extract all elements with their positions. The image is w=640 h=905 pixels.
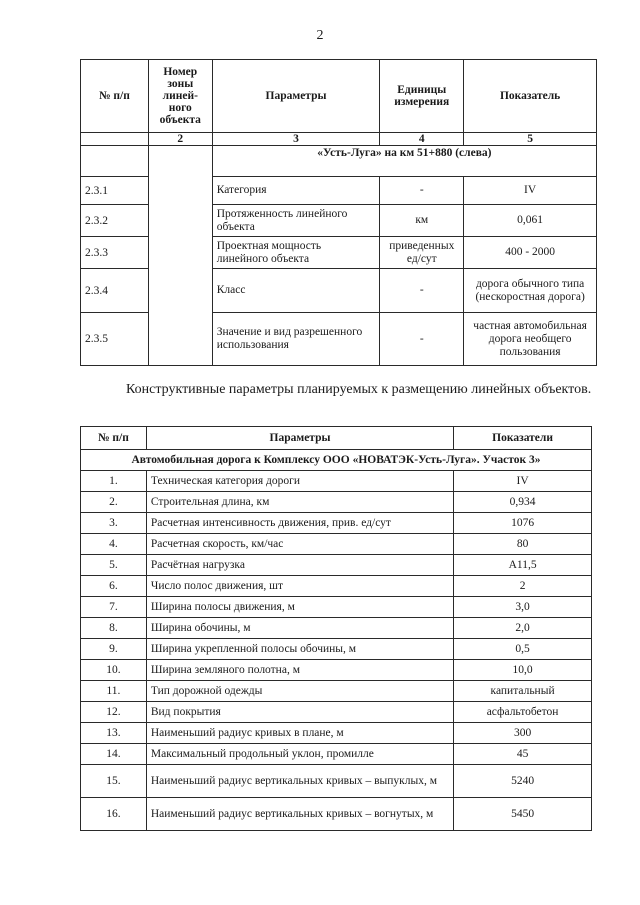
page-number: 2 <box>316 28 324 43</box>
row-number: 2. <box>81 492 147 513</box>
column-numbers-row <box>81 133 597 146</box>
row-parameter: Проектная мощность линейного объекта <box>212 237 380 269</box>
row-number: 14. <box>81 744 147 765</box>
row-parameter: Тип дорожной одежды <box>146 681 453 702</box>
section-title: «Усть-Луга» на км 51+880 (слева) <box>212 146 596 177</box>
row-unit: - <box>380 269 464 313</box>
table-row <box>81 660 592 681</box>
row-unit: приведенных ед/сут <box>380 237 464 269</box>
header-cell: Параметры <box>212 60 380 133</box>
body-paragraph <box>80 381 597 398</box>
row-value: частная автомобильная дорога необщего пользования <box>464 313 597 366</box>
row-value: асфальтобетон <box>454 702 592 723</box>
table-row <box>81 723 592 744</box>
header-cell: № п/п <box>81 427 147 450</box>
row-number: 3. <box>81 513 147 534</box>
row-value: А11,5 <box>454 555 592 576</box>
linear-object-parameters-table <box>80 59 597 366</box>
table-row <box>81 765 592 798</box>
row-value: 1076 <box>454 513 592 534</box>
row-parameter: Ширина укрепленной полосы обочины, м <box>146 639 453 660</box>
row-value: 3,0 <box>454 597 592 618</box>
row-parameter: Ширина обочины, м <box>146 618 453 639</box>
row-parameter: Ширина земляного полотна, м <box>146 660 453 681</box>
row-number: 2.3.3 <box>81 237 149 269</box>
row-value: 80 <box>454 534 592 555</box>
row-unit: - <box>380 177 464 205</box>
table-header-row <box>81 60 597 133</box>
row-number: 2.3.5 <box>81 313 149 366</box>
row-value: 2 <box>454 576 592 597</box>
row-number: 12. <box>81 702 147 723</box>
row-unit: - <box>380 313 464 366</box>
column-number: 5 <box>464 133 597 146</box>
table-row <box>81 471 592 492</box>
row-parameter: Категория <box>212 177 380 205</box>
row-value: IV <box>464 177 597 205</box>
header-cell: № п/п <box>81 60 149 133</box>
row-parameter: Значение и вид разрешенного использования <box>212 313 380 366</box>
row-number: 8. <box>81 618 147 639</box>
table-row <box>81 555 592 576</box>
row-number: 16. <box>81 798 147 831</box>
row-parameter: Расчетная интенсивность движения, прив. ед/сут <box>146 513 453 534</box>
row-number: 2.3.2 <box>81 205 149 237</box>
row-value: 5450 <box>454 798 592 831</box>
row-value: IV <box>454 471 592 492</box>
row-parameter: Наименьший радиус вертикальных кривых – выпуклых, м <box>146 765 453 798</box>
row-value: 2,0 <box>454 618 592 639</box>
row-value: дорога обычного типа (нескоростная дорога) <box>464 269 597 313</box>
row-value: 0,934 <box>454 492 592 513</box>
header-cell: Показатель <box>464 60 597 133</box>
table-row <box>81 618 592 639</box>
header-cell: Единицы измерения <box>380 60 464 133</box>
row-number: 13. <box>81 723 147 744</box>
row-parameter: Число полос движения, шт <box>146 576 453 597</box>
table-row <box>81 492 592 513</box>
row-parameter: Максимальный продольный уклон, промилле <box>146 744 453 765</box>
column-number <box>81 133 149 146</box>
table-row <box>81 744 592 765</box>
row-parameter: Техническая категория дороги <box>146 471 453 492</box>
table-row <box>81 597 592 618</box>
row-parameter: Расчётная нагрузка <box>146 555 453 576</box>
table-row <box>81 534 592 555</box>
row-parameter: Наименьший радиус вертикальных кривых – вогнутых, м <box>146 798 453 831</box>
column-number: 2 <box>148 133 212 146</box>
row-unit: км <box>380 205 464 237</box>
row-parameter: Ширина полосы движения, м <box>146 597 453 618</box>
zone-cell <box>148 146 212 366</box>
row-number: 10. <box>81 660 147 681</box>
row-number: 2.3.1 <box>81 177 149 205</box>
table-row <box>81 513 592 534</box>
section-row <box>81 146 597 177</box>
row-parameter: Строительная длина, км <box>146 492 453 513</box>
row-value: 0,5 <box>454 639 592 660</box>
row-number: 11. <box>81 681 147 702</box>
row-number: 5. <box>81 555 147 576</box>
row-parameter: Наименьший радиус кривых в плане, м <box>146 723 453 744</box>
column-number: 3 <box>212 133 380 146</box>
table-row <box>81 702 592 723</box>
row-number: 15. <box>81 765 147 798</box>
section-row <box>81 450 592 471</box>
row-parameter: Класс <box>212 269 380 313</box>
header-cell: Параметры <box>146 427 453 450</box>
row-value: 300 <box>454 723 592 744</box>
design-parameters-table <box>80 426 592 831</box>
row-number: 6. <box>81 576 147 597</box>
row-value: 10,0 <box>454 660 592 681</box>
table-row <box>81 576 592 597</box>
header-cell: Номер зоны линей-ного объекта <box>148 60 212 133</box>
row-number: 7. <box>81 597 147 618</box>
row-parameter: Вид покрытия <box>146 702 453 723</box>
row-value: капитальный <box>454 681 592 702</box>
paragraph-text: Конструктивные параметры планируемых к размещению линейных объектов. <box>126 382 592 397</box>
row-number: 4. <box>81 534 147 555</box>
row-parameter: Расчетная скорость, км/час <box>146 534 453 555</box>
table-header-row <box>81 427 592 450</box>
row-value: 45 <box>454 744 592 765</box>
row-value: 400 - 2000 <box>464 237 597 269</box>
table-row <box>81 798 592 831</box>
row-number: 2.3.4 <box>81 269 149 313</box>
table-row <box>81 681 592 702</box>
column-number: 4 <box>380 133 464 146</box>
header-cell: Показатели <box>454 427 592 450</box>
section-title: Автомобильная дорога к Комплексу ООО «НОВАТЭК-Усть-Луга». Участок 3» <box>81 450 592 471</box>
table-row <box>81 639 592 660</box>
row-value: 5240 <box>454 765 592 798</box>
row-number: 1. <box>81 471 147 492</box>
row-parameter: Протяженность линейного объекта <box>212 205 380 237</box>
row-number: 9. <box>81 639 147 660</box>
row-value: 0,061 <box>464 205 597 237</box>
